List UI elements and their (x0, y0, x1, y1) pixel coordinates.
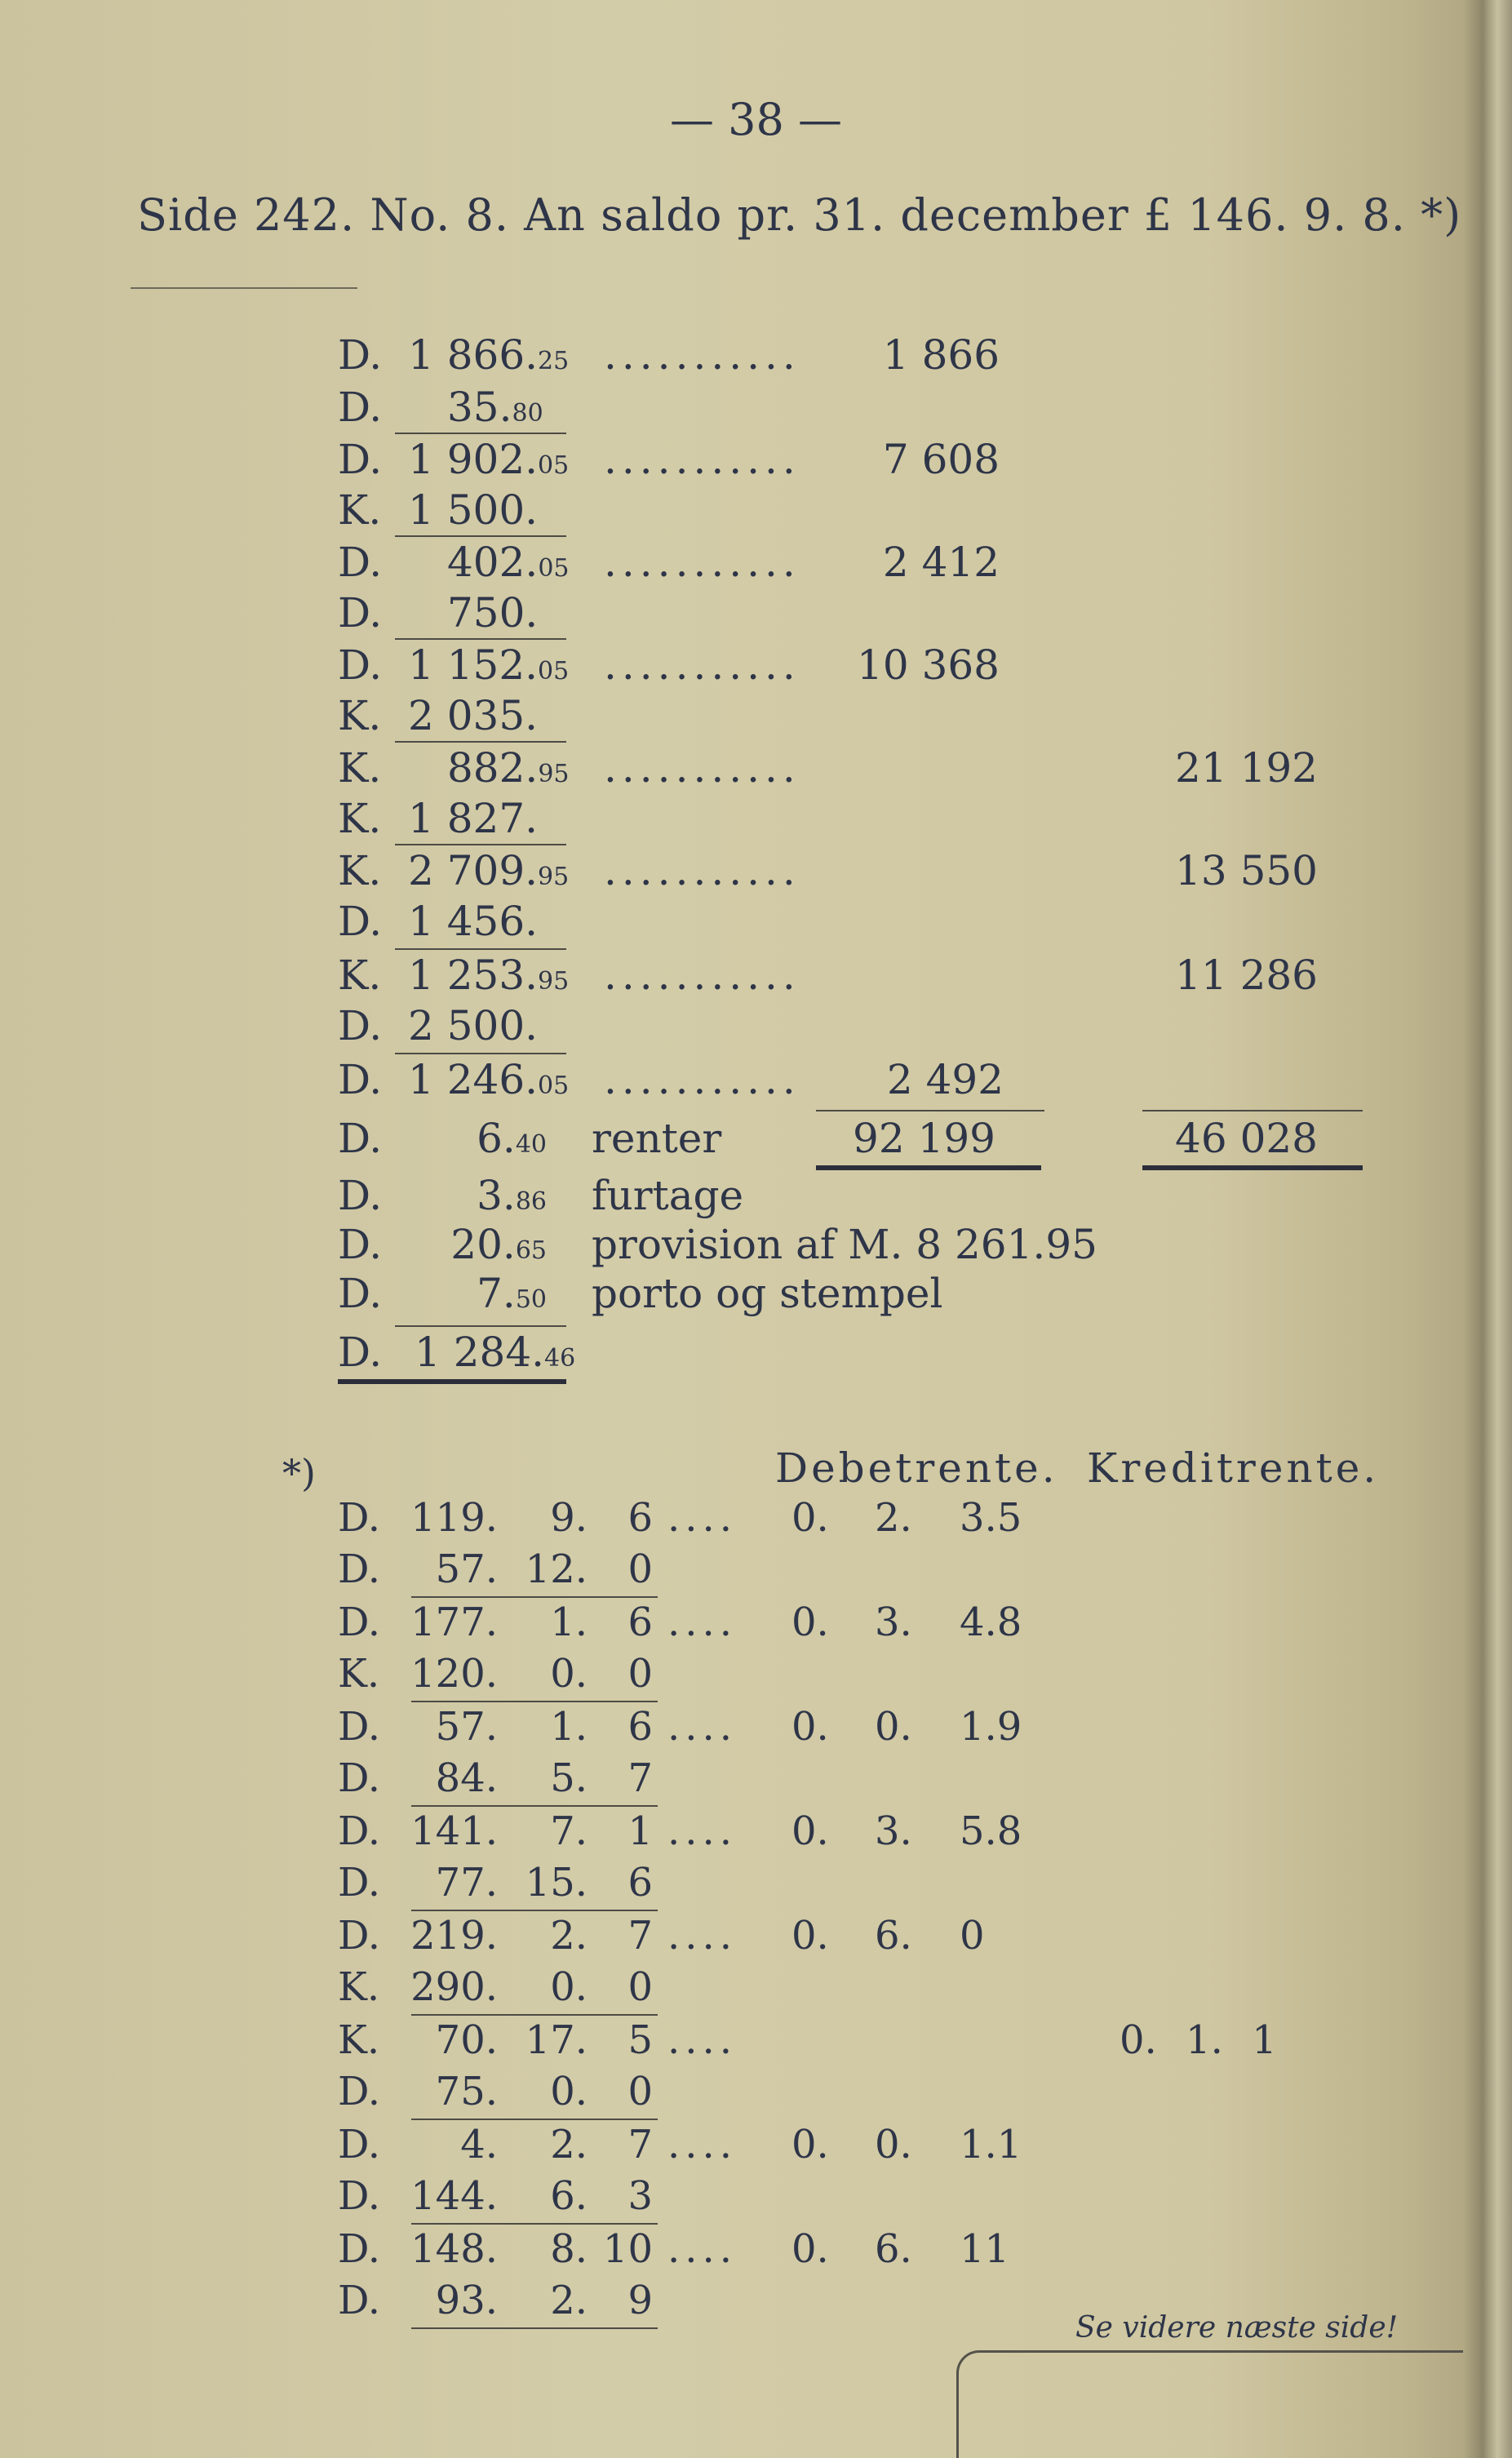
pounds-cell: 57. (435, 1546, 498, 1592)
ledger-row (0, 539, 1512, 588)
row-mark: D. (338, 1056, 383, 1103)
pence-cell: 0 (627, 1964, 653, 2010)
row-mark: K. (338, 486, 382, 534)
row-leader: .... (667, 2017, 738, 2063)
row-mark: D. (338, 436, 383, 483)
row-leader: ........... (604, 744, 800, 792)
debit-pounds: 0. (791, 2226, 829, 2272)
ledger-row (0, 1270, 1512, 1319)
debit-pence: 3.5 (960, 1495, 1022, 1541)
row-mark: D. (338, 1221, 383, 1268)
row-text: provision af M. 8 261.95 (592, 1221, 1097, 1268)
shillings-cell: 17. (525, 2017, 588, 2063)
row-mark: D. (338, 1270, 383, 1317)
row-mark: D. (338, 589, 383, 637)
row-text: porto og stempel (592, 1270, 943, 1317)
debit-shillings: 6. (875, 2226, 912, 2272)
ledger-row (0, 898, 1512, 947)
pounds-cell: 77. (435, 1860, 498, 1906)
subtotal-rule (395, 535, 566, 537)
row-col1: 2 412 (882, 539, 1000, 586)
page-edge (1463, 0, 1512, 2458)
sum-rule-col1 (816, 1110, 1044, 1111)
row-col2: 13 550 (1175, 847, 1318, 894)
row-mark: K. (338, 952, 382, 999)
footnote-row (0, 1704, 1512, 1753)
shillings-cell: 2. (550, 2122, 588, 2167)
pence-cell: 9 (627, 2278, 653, 2323)
row-mark: D. (338, 1172, 383, 1219)
ledger-row (0, 744, 1512, 793)
total-rule-col2 (1142, 1165, 1363, 1170)
row-mark: K. (338, 1964, 380, 2010)
ledger-row (0, 436, 1512, 485)
debit-pounds: 0. (791, 1495, 829, 1541)
header-rule (131, 287, 357, 289)
row-leader: .... (667, 1495, 738, 1541)
row-mark: D. (338, 1329, 383, 1376)
debit-pounds: 0. (791, 1913, 829, 1959)
shillings-cell: 0. (550, 2069, 588, 2114)
debit-shillings: 3. (875, 1808, 912, 1854)
ledger-row (0, 1002, 1512, 1051)
continued-note: Se videre næste side! (1075, 2311, 1399, 2345)
pence-cell: 10 (602, 2226, 653, 2272)
pounds-cell: 119. (410, 1495, 498, 1541)
pence-cell: 6 (627, 1599, 653, 1645)
row-leader: .... (667, 2226, 738, 2272)
subtotal-rule (411, 1910, 658, 1911)
footnote-row (0, 1913, 1512, 1962)
row-col1: 1 866 (882, 331, 1000, 379)
pence-cell: 7 (627, 1755, 653, 1801)
pounds-cell: 57. (435, 1704, 498, 1750)
ledger-row (0, 1329, 1512, 1378)
row-leader: ........... (604, 1056, 800, 1103)
row-mark: D. (338, 1495, 381, 1541)
row-leader: ........... (604, 952, 800, 999)
row-amount: 1 456. (408, 898, 539, 945)
ledger-row (0, 847, 1512, 896)
debit-pence: 5.8 (960, 1808, 1022, 1854)
debit-shillings: 2. (875, 1495, 912, 1541)
row-leader: .... (667, 1913, 738, 1959)
debit-shillings: 3. (875, 1599, 912, 1645)
pence-cell: 7 (627, 2122, 653, 2167)
row-amount: 7.50 (477, 1270, 547, 1317)
shillings-cell: 0. (550, 1964, 588, 2010)
footnote-row (0, 2173, 1512, 2222)
subtotal-rule (395, 1053, 566, 1054)
subtotal-rule (395, 844, 566, 845)
closing-rule (411, 2327, 658, 2329)
row-mark: K. (338, 692, 382, 739)
row-leader: .... (667, 1704, 738, 1750)
subtotal-rule (411, 1701, 658, 1702)
row-amount: 1 253.95 (408, 952, 570, 999)
row-mark: D. (338, 2173, 381, 2219)
ledger-row (0, 486, 1512, 535)
debit-pence: 11 (960, 2226, 1010, 2272)
ledger-row (0, 952, 1512, 1001)
account-header: Side 242. No. 8. An saldo pr. 31. december £ 146. 9. 8. *) (137, 189, 1462, 241)
row-leader: ........... (604, 539, 800, 586)
row-amount: 2 035. (408, 692, 539, 739)
col1-total: 92 199 (853, 1115, 995, 1162)
shillings-cell: 8. (550, 2226, 588, 2272)
credit-column-header: Kreditrente. (1087, 1444, 1380, 1492)
row-col2: 21 192 (1175, 744, 1318, 792)
subtotal-rule (411, 1805, 658, 1807)
row-leader: ........... (604, 641, 800, 689)
pounds-cell: 70. (435, 2017, 498, 2063)
pounds-cell: 290. (410, 1964, 498, 2010)
footnote-row (0, 1651, 1512, 1700)
row-amount: 1 152.05 (408, 641, 570, 689)
debit-pence: 0 (960, 1913, 985, 1959)
shillings-cell: 7. (550, 1808, 588, 1854)
footnote-row (0, 1546, 1512, 1595)
shillings-cell: 0. (550, 1651, 588, 1697)
subtotal-rule (411, 2223, 658, 2225)
debit-pounds: 0. (791, 1808, 829, 1854)
debit-pounds: 0. (791, 2122, 829, 2167)
row-amount: 1 246.05 (408, 1056, 570, 1103)
shillings-cell: 2. (550, 1913, 588, 1959)
footnote-row (0, 1495, 1512, 1544)
row-mark: D. (338, 1599, 381, 1645)
pounds-cell: 75. (435, 2069, 498, 2114)
row-leader: ........... (604, 331, 800, 379)
subtotal-rule (411, 2119, 658, 2120)
row-mark: K. (338, 795, 382, 842)
sum-rule-col2 (1142, 1110, 1363, 1111)
footnote-row (0, 1599, 1512, 1648)
pounds-cell: 141. (410, 1808, 498, 1854)
row-mark: K. (338, 847, 382, 894)
row-mark: D. (338, 2226, 381, 2272)
row-amount: 20.65 (450, 1221, 547, 1268)
subtotal-rule (411, 2014, 658, 2016)
debit-shillings: 6. (875, 1913, 912, 1959)
row-col2: 11 286 (1175, 952, 1318, 999)
pence-cell: 5 (627, 2017, 653, 2063)
shillings-cell: 6. (550, 2173, 588, 2219)
shillings-cell: 9. (550, 1495, 588, 1541)
ledger-row (0, 1056, 1512, 1105)
row-text: renter (592, 1115, 722, 1162)
row-leader: .... (667, 1808, 738, 1854)
row-amount: 6.40 (477, 1115, 547, 1162)
pence-cell: 6 (627, 1860, 653, 1906)
row-col1: 10 368 (857, 641, 1000, 689)
debit-shillings: 0. (875, 1704, 912, 1750)
row-leader: ........... (604, 847, 800, 894)
footnote-row (0, 1755, 1512, 1804)
row-amount: 3.86 (477, 1172, 547, 1219)
total-rule-col1 (816, 1165, 1041, 1170)
shillings-cell: 12. (525, 1546, 588, 1592)
ledger-row (0, 641, 1512, 690)
row-leader: ........... (604, 436, 800, 483)
row-mark: D. (338, 641, 383, 689)
footnote-row (0, 2226, 1512, 2275)
footnote-row (0, 2017, 1512, 2066)
subtotal-rule (411, 1596, 658, 1598)
row-amount: 402.05 (447, 539, 570, 586)
pounds-cell: 93. (435, 2278, 498, 2323)
row-amount: 750. (447, 589, 539, 637)
pence-cell: 0 (627, 1651, 653, 1697)
row-amount: 1 902.05 (408, 436, 570, 483)
pounds-cell: 120. (410, 1651, 498, 1697)
ledger-row (0, 331, 1512, 380)
debit-pence: 1.1 (960, 2122, 1022, 2167)
pence-cell: 7 (627, 1913, 653, 1959)
row-mark: D. (338, 539, 383, 586)
row-amount: 1 500. (408, 486, 539, 534)
row-col1: 7 608 (882, 436, 1000, 483)
row-mark: D. (338, 2069, 381, 2114)
pounds-cell: 219. (410, 1913, 498, 1959)
pounds-cell: 4. (460, 2122, 498, 2167)
row-col1: 2 492 (886, 1056, 1004, 1103)
row-amount: 2 500. (408, 1002, 539, 1049)
row-mark: D. (338, 1002, 383, 1049)
shillings-cell: 5. (550, 1755, 588, 1801)
row-leader: .... (667, 1599, 738, 1645)
row-mark: D. (338, 1546, 381, 1592)
row-amount: 882.95 (447, 744, 570, 792)
subtotal-rule (395, 741, 566, 743)
row-mark: K. (338, 1651, 380, 1697)
ledger-row (0, 795, 1512, 844)
row-mark: D. (338, 1704, 381, 1750)
shillings-cell: 1. (550, 1704, 588, 1750)
pence-cell: 1 (627, 1808, 653, 1854)
row-mark: D. (338, 1808, 381, 1854)
footnote-row (0, 2069, 1512, 2118)
shillings-cell: 15. (525, 1860, 588, 1906)
shillings-cell: 2. (550, 2278, 588, 2323)
debit-shillings: 0. (875, 2122, 912, 2167)
pence-cell: 6 (627, 1495, 653, 1541)
pounds-cell: 144. (410, 2173, 498, 2219)
ledger-row (0, 1172, 1512, 1221)
ledger-row (0, 692, 1512, 741)
row-mark: D. (338, 2278, 381, 2323)
subtotal-rule (395, 638, 566, 640)
footnote-marker: *) (282, 1451, 316, 1495)
row-mark: D. (338, 1913, 381, 1959)
debit-pounds: 0. (791, 1704, 829, 1750)
debit-pence: 4.8 (960, 1599, 1022, 1645)
ledger-row (0, 384, 1512, 433)
final-total-rule (338, 1379, 566, 1384)
shillings-cell: 1. (550, 1599, 588, 1645)
row-mark: D. (338, 1115, 383, 1162)
page-number: — 38 — (669, 94, 843, 145)
pence-cell: 3 (627, 2173, 653, 2219)
footnote-row (0, 1964, 1512, 2013)
pence-cell: 6 (627, 1704, 653, 1750)
subtotal-rule (395, 433, 566, 434)
debit-pounds: 0. (791, 1599, 829, 1645)
subtotal-rule (395, 1325, 566, 1327)
row-amount: 1 866.25 (408, 331, 570, 379)
row-mark: K. (338, 2017, 380, 2063)
col2-total: 46 028 (1175, 1115, 1318, 1162)
row-mark: D. (338, 331, 383, 379)
pence-cell: 0 (627, 2069, 653, 2114)
row-mark: D. (338, 2122, 381, 2167)
footnote-row (0, 1860, 1512, 1909)
row-amount: 1 827. (408, 795, 539, 842)
row-leader: .... (667, 2122, 738, 2167)
row-mark: D. (338, 384, 383, 431)
row-amount: 1 284.46 (415, 1329, 576, 1376)
footnote-row (0, 2122, 1512, 2171)
debit-pence: 1.9 (960, 1704, 1022, 1750)
pounds-cell: 177. (410, 1599, 498, 1645)
footnote-row (0, 1808, 1512, 1857)
row-mark: D. (338, 1860, 381, 1906)
row-amount: 2 709.95 (408, 847, 570, 894)
row-mark: D. (338, 1755, 381, 1801)
row-mark: K. (338, 744, 382, 792)
row-text: furtage (592, 1172, 744, 1219)
pounds-cell: 148. (410, 2226, 498, 2272)
ledger-row (0, 1221, 1512, 1270)
pence-cell: 0 (627, 1546, 653, 1592)
debit-column-header: Debetrente. (775, 1444, 1058, 1492)
row-mark: D. (338, 898, 383, 945)
row-amount: 35.80 (447, 384, 543, 431)
ledger-row (0, 589, 1512, 638)
stamp-box (956, 2350, 1481, 2458)
credit-value: 0. 1. 1 (1120, 2017, 1277, 2063)
pounds-cell: 84. (435, 1755, 498, 1801)
ledger-row (0, 1115, 1512, 1164)
subtotal-rule (395, 948, 566, 950)
